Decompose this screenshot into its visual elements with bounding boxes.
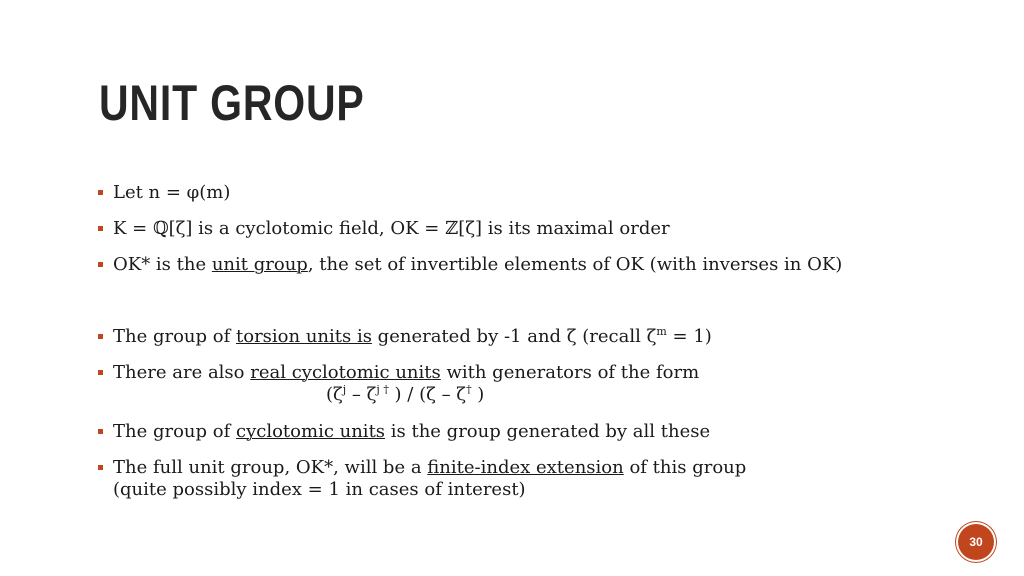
superscript: m	[656, 325, 667, 338]
page-number-badge: 30	[958, 524, 994, 560]
bullet-text: generated by -1 and ζ (recall ζ	[371, 326, 657, 347]
bullet-text: , the set of invertible elements of OK (with inverses in OK)	[307, 254, 843, 275]
bullet-text: The group of	[113, 326, 236, 347]
bullet-text: of this group	[623, 457, 747, 478]
bullet-text: The full unit group, OK*, will be a	[113, 457, 428, 478]
bullet-marker-icon	[98, 262, 103, 267]
formula-part: (ζ	[326, 384, 343, 405]
bullet-text: K = ℚ[ζ] is a cyclotomic field, OK = ℤ[ζ] is its maximal order	[113, 218, 670, 239]
bullet-item-5	[98, 362, 699, 406]
bullet-item-3	[98, 254, 842, 276]
bullet-marker-icon	[98, 429, 103, 434]
superscript: j	[342, 383, 347, 396]
bullet-text: = 1)	[666, 326, 712, 347]
formula-part: )	[471, 384, 485, 405]
formula-part: ) / (ζ – ζ	[388, 384, 467, 405]
bullet-marker-icon	[98, 370, 103, 375]
bullet-text: There are also	[113, 362, 251, 383]
superscript: j †	[376, 383, 389, 396]
emphasis-term: real cyclotomic units	[250, 362, 441, 383]
bullet-text: The group of	[113, 421, 236, 442]
bullet-text: is the group generated by all these	[385, 421, 711, 442]
emphasis-term: cyclotomic units	[236, 421, 386, 442]
bullet-marker-icon	[98, 465, 103, 470]
bullet-item-1	[98, 182, 230, 204]
bullet-item-4	[98, 326, 712, 348]
bullet-text: with generators of the form	[440, 362, 700, 383]
bullet-item-2	[98, 218, 670, 240]
unit-formula	[113, 384, 699, 406]
slide-title: UNIT GROUP	[99, 75, 365, 131]
bullet-item-6	[98, 421, 710, 443]
emphasis-term: torsion units is	[236, 326, 372, 347]
emphasis-term: finite-index extension	[427, 457, 624, 478]
formula-part: – ζ	[346, 384, 377, 405]
superscript: †	[466, 383, 472, 396]
bullet-marker-icon	[98, 190, 103, 195]
bullet-continuation: (quite possibly index = 1 in cases of interest)	[113, 479, 526, 500]
emphasis-term: unit group	[211, 254, 308, 275]
bullet-marker-icon	[98, 226, 103, 231]
bullet-text: Let n = φ(m)	[113, 182, 231, 203]
bullet-text: OK* is the	[113, 254, 212, 275]
bullet-marker-icon	[98, 334, 103, 339]
bullet-item-7	[98, 457, 746, 501]
